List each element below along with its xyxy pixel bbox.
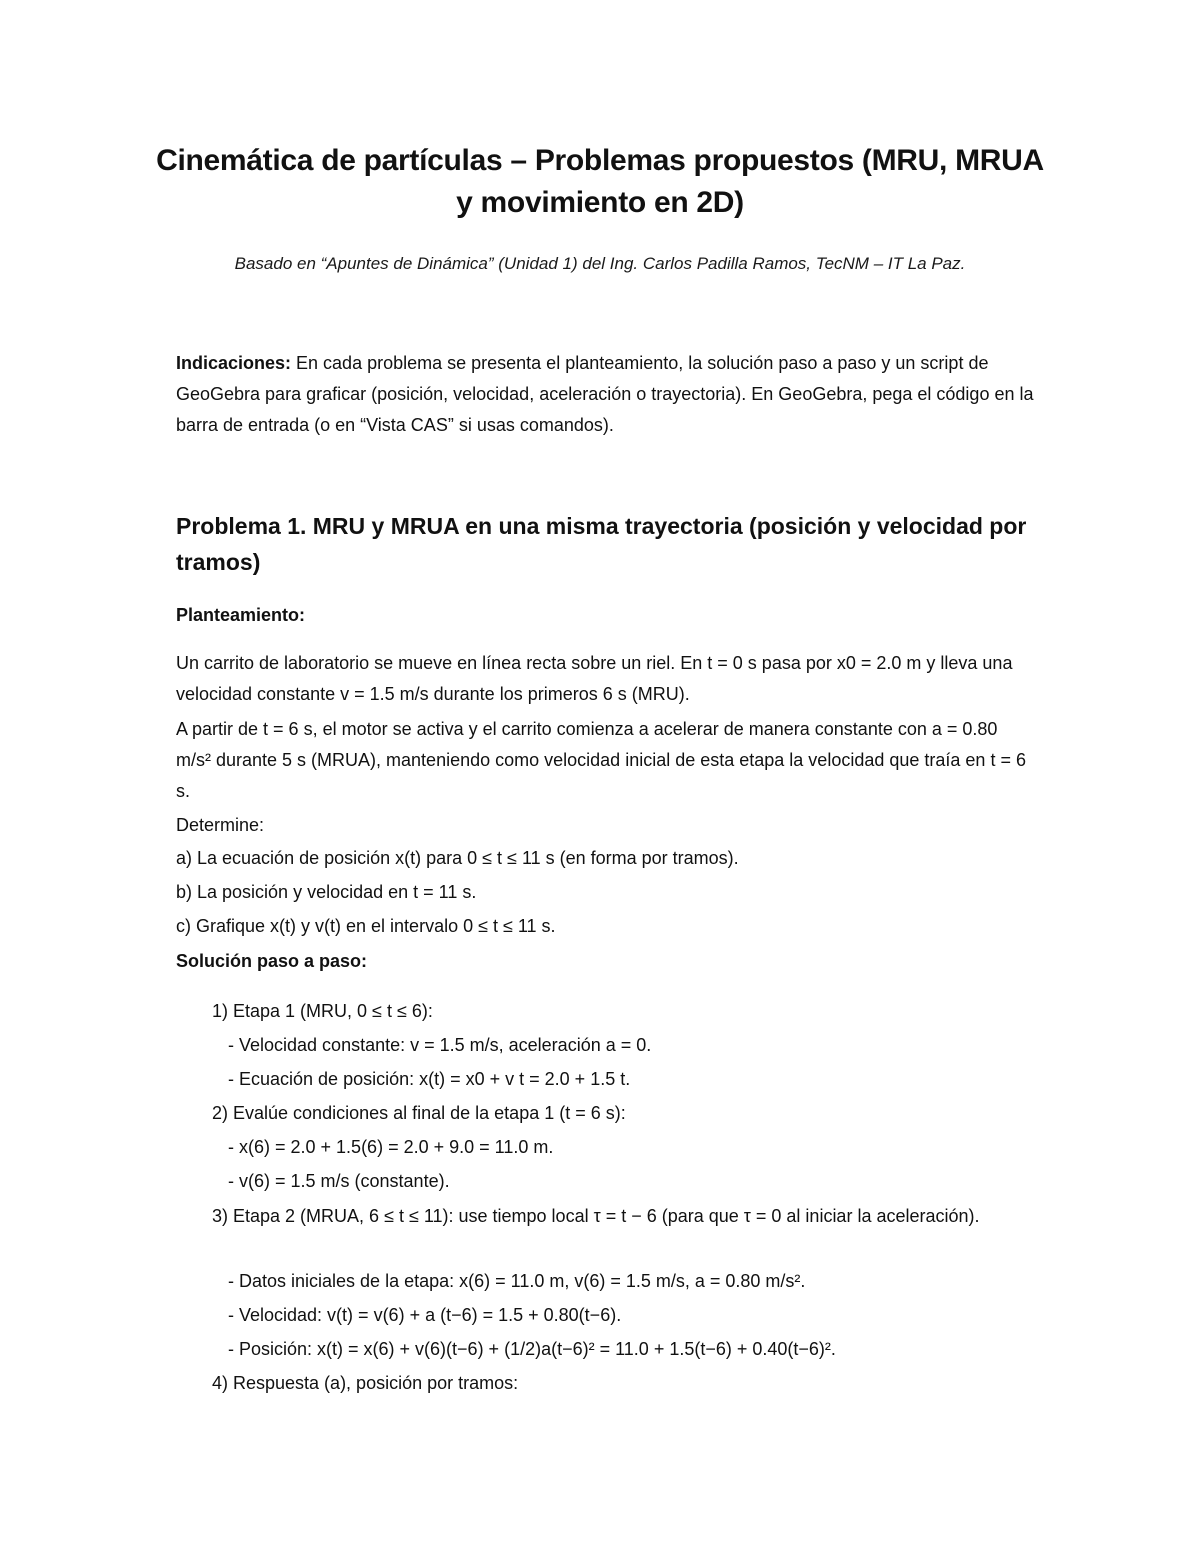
step-2-position: - x(6) = 2.0 + 1.5(6) = 2.0 + 9.0 = 11.0 m.	[228, 1137, 554, 1157]
instructions-paragraph	[176, 348, 1036, 441]
step-3-initial-data: - Datos iniciales de la etapa: x(6) = 11.0 m, v(6) = 1.5 m/s, a = 0.80 m/s².	[228, 1271, 806, 1291]
step-2-velocity: - v(6) = 1.5 m/s (constante).	[228, 1171, 450, 1191]
question-c: c) Grafique x(t) y v(t) en el intervalo 0 ≤ t ≤ 11 s.	[176, 916, 556, 936]
instructions-label: Indicaciones:	[176, 353, 292, 373]
step-3-velocity: - Velocidad: v(t) = v(6) + a (t−6) = 1.5 + 0.80(t−6).	[228, 1305, 622, 1325]
problem-statement-1: Un carrito de laboratorio se mueve en línea recta sobre un riel. En t = 0 s pasa por x0 = 2.0 m y lleva una velocidad constante v = 1.5 m/s durante los primeros 6 s (MRU).	[176, 653, 1013, 704]
step-1: 1) Etapa 1 (MRU, 0 ≤ t ≤ 6):	[212, 1001, 433, 1021]
document-title: Cinemática de partículas – Problemas propuestos (MRU, MRUA y movimiento en 2D)	[156, 144, 1044, 219]
problem-1-heading: Problema 1. MRU y MRUA en una misma trayectoria (posición y velocidad por tramos)	[176, 513, 1027, 575]
step-3-position: - Posición: x(t) = x(6) + v(6)(t−6) + (1/2)a(t−6)² = 11.0 + 1.5(t−6) + 0.40(t−6)².	[228, 1339, 836, 1359]
question-a: a) La ecuación de posición x(t) para 0 ≤ t ≤ 11 s (en forma por tramos).	[176, 848, 739, 868]
instructions-text: En cada problema se presenta el planteamiento, la solución paso a paso y un script de GeoGebra para graficar (posición, velocidad, aceleración o trayectoria). En GeoGebra, pega el código en la barra de entrada (o en “Vista CAS” si usas comandos).	[176, 353, 1034, 435]
solution-label: Solución paso a paso:	[176, 951, 368, 971]
step-2: 2) Evalúe condiciones al final de la etapa 1 (t = 6 s):	[212, 1103, 626, 1123]
planteamiento-label: Planteamiento:	[176, 605, 306, 625]
determine-label: Determine:	[176, 815, 265, 835]
step-1-position: - Ecuación de posición: x(t) = x0 + v t = 2.0 + 1.5 t.	[228, 1069, 631, 1089]
step-3: 3) Etapa 2 (MRUA, 6 ≤ t ≤ 11): use tiempo local τ = t − 6 (para que τ = 0 al iniciar la aceleración).	[212, 1206, 980, 1226]
step-4: 4) Respuesta (a), posición por tramos:	[212, 1373, 519, 1393]
problem-statement-2: A partir de t = 6 s, el motor se activa y el carrito comienza a acelerar de manera constante con a = 0.80 m/s² durante 5 s (MRUA), manteniendo como velocidad inicial de esta etapa la velocidad que traía en t = 6 s.	[176, 719, 1026, 801]
step-1-velocity: - Velocidad constante: v = 1.5 m/s, aceleración a = 0.	[228, 1035, 652, 1055]
question-b: b) La posición y velocidad en t = 11 s.	[176, 882, 477, 902]
document-subtitle: Basado en “Apuntes de Dinámica” (Unidad 1) del Ing. Carlos Padilla Ramos, TecNM – IT La Paz.	[234, 254, 966, 273]
